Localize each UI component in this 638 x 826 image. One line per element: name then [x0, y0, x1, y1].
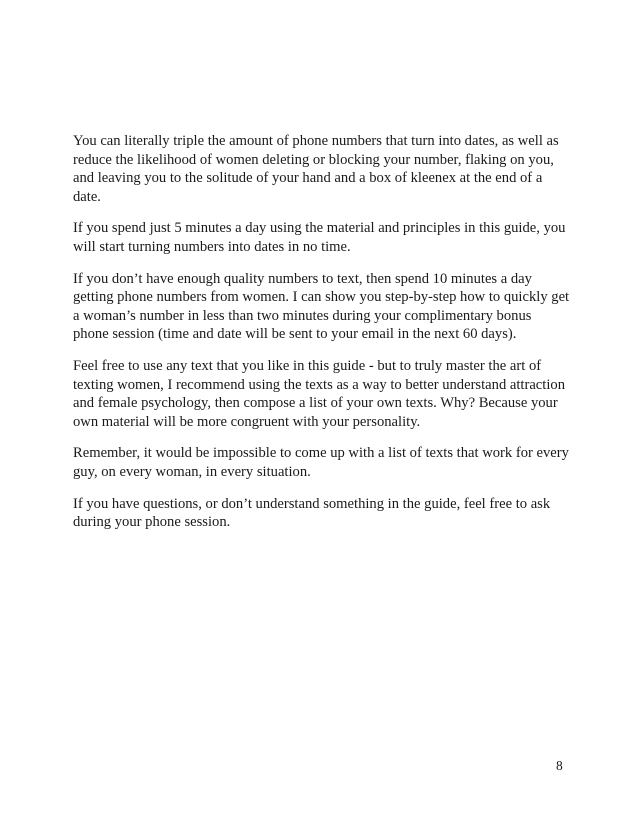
text-line: guy, on every woman, in every situation. — [73, 463, 311, 480]
text-line: date. — [73, 188, 101, 205]
text-line: If you spend just 5 minutes a day using the material and principles in this guide, you — [73, 220, 566, 237]
text-line: texting women, I recommend using the texts as a way to better understand attraction — [73, 376, 565, 393]
body-text — [73, 132, 576, 545]
text-line: Feel free to use any text that you like in this guide - but to truly master the art of — [73, 357, 542, 374]
paragraph-4 — [73, 357, 576, 431]
text-line: Remember, it would be impossible to come up with a list of texts that work for every — [73, 445, 569, 462]
paragraph-3 — [73, 270, 576, 344]
text-line: reduce the likelihood of women deleting or blocking your number, flaking on you, — [73, 151, 554, 168]
text-line: You can literally triple the amount of phone numbers that turn into dates, as well as — [73, 133, 559, 149]
text-line: phone session (time and date will be sent to your email in the next 60 days). — [73, 326, 517, 343]
text-line: own material will be more congruent with your personality. — [73, 413, 421, 430]
paragraph-6 — [73, 495, 576, 532]
text-line: and leaving you to the solitude of your hand and a box of kleenex at the end of a — [73, 170, 543, 187]
text-line: a woman’s number in less than two minutes during your complimentary bonus — [73, 307, 532, 324]
text-line: If you have questions, or don’t understand something in the guide, feel free to ask — [73, 495, 551, 512]
text-line: and female psychology, then compose a list of your own texts. Why? Because your — [73, 395, 558, 412]
page-number: 8 — [556, 758, 563, 773]
text-line: during your phone session. — [73, 514, 231, 531]
paragraph-5 — [73, 444, 576, 481]
text-line: will start turning numbers into dates in no time. — [73, 238, 351, 255]
paragraph-2 — [73, 219, 576, 256]
text-line: getting phone numbers from women. I can show you step-by-step how to quickly get — [73, 289, 570, 306]
paragraph-1 — [73, 132, 576, 206]
text-line: If you don’t have enough quality numbers to text, then spend 10 minutes a day — [73, 270, 532, 287]
